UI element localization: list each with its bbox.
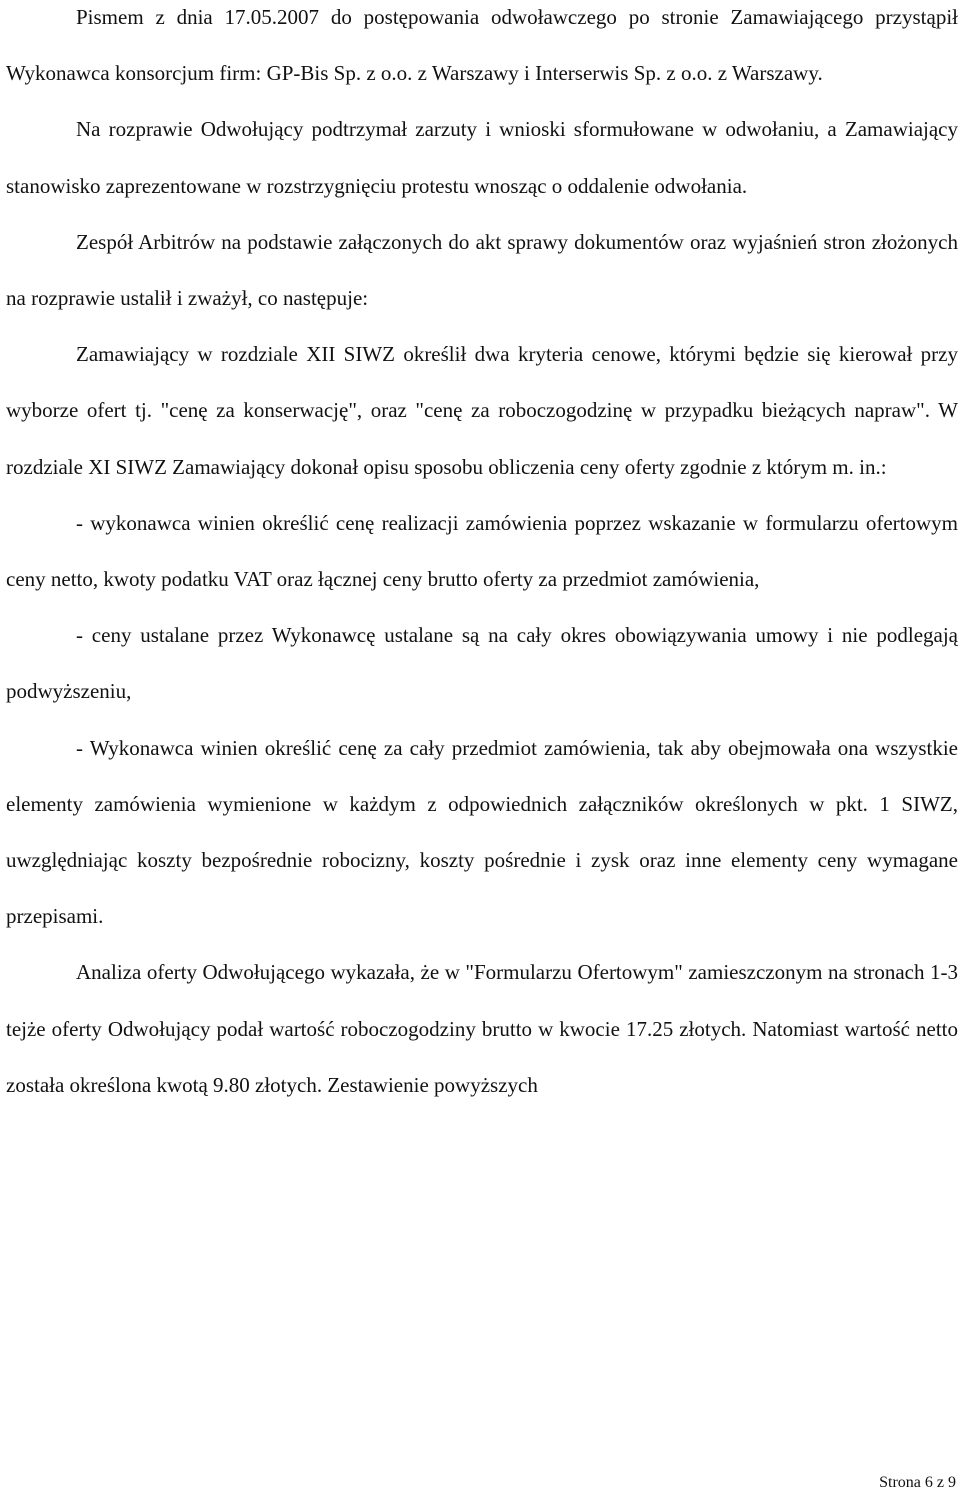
paragraph-item-cena-przedmiot: - Wykonawca winien określić cenę za cały przedmiot zamówienia, tak aby obejmowała ona wszystkie elementy zamówienia wymienione w każdym z odpowiednich załączników określonych w pkt. 1 SIWZ, uwzględniając koszty bezpośrednie robocizny, koszty pośrednie i zysk oraz inne elementy ceny wymagane przepisami.	[6, 735, 958, 929]
paragraph-ustalenia: Zespół Arbitrów na podstawie załączonych do akt sprawy dokumentów oraz wyjaśnień stron złożonych na rozprawie ustalił i zważył, co następuje:	[6, 229, 958, 311]
paragraph-item-ceny-ustalane: - ceny ustalane przez Wykonawcę ustalane są na cały okres obowiązywania umowy i nie podlegają podwyższeniu,	[6, 623, 958, 704]
page-number: Strona 6 z 9	[879, 1474, 956, 1491]
paragraph-kryteria: Zamawiający w rozdziale XII SIWZ określił dwa kryteria cenowe, którymi będzie się kierował przy wyborze ofert tj. "cenę za konserwację", oraz "cenę za roboczogodzinę w przypadku bieżących napraw". W rozdziale XI SIWZ Zamawiający dokonał opisu sposobu obliczenia ceny oferty zgodnie z którym m. in.:	[6, 342, 958, 479]
document-body	[6, 0, 958, 1113]
paragraph-item-cena-realizacji: - wykonawca winien określić cenę realizacji zamówienia poprzez wskazanie w formularzu ofertowym ceny netto, kwoty podatku VAT oraz łącznej ceny brutto oferty za przedmiot zamówienia,	[6, 510, 958, 592]
paragraph-rozprawa: Na rozprawie Odwołujący podtrzymał zarzuty i wnioski sformułowane w odwołaniu, a Zamawiający stanowisko zaprezentowane w rozstrzygnięciu protestu wnosząc o oddalenie odwołania.	[6, 117, 958, 198]
paragraph-przystapienie: Pismem z dnia 17.05.2007 do postępowania odwoławczego po stronie Zamawiającego przystąpił Wykonawca konsorcjum firm: GP-Bis Sp. z o.o. z Warszawy i Interserwis Sp. z o.o. z Warszawy.	[6, 5, 958, 86]
paragraph-analiza-oferty: Analiza oferty Odwołującego wykazała, że w "Formularzu Ofertowym" zamieszczonym na stronach 1-3 tejże oferty Odwołujący podał wartość roboczogodziny brutto w kwocie 17.25 złotych. Natomiast wartość netto została określona kwotą 9.80 złotych. Zestawienie powyższych	[6, 960, 958, 1097]
